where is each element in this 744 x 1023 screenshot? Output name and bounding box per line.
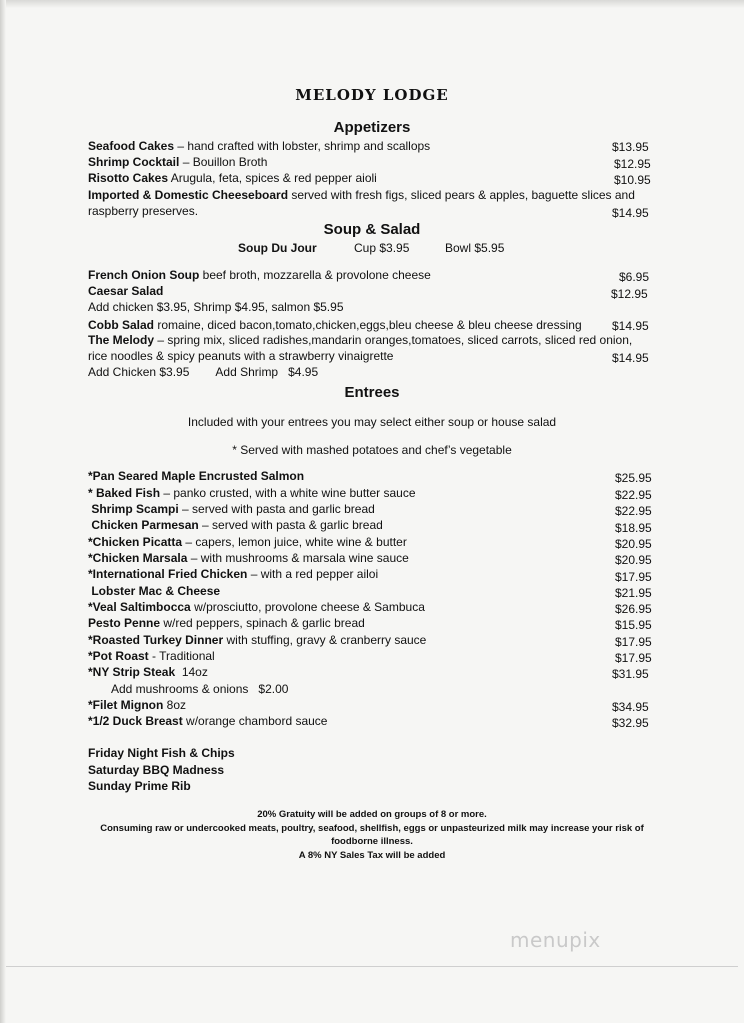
menu-item-addon: Add Chicken $3.95 Add Shrimp $4.95 bbox=[88, 365, 319, 379]
item-price: $10.95 bbox=[614, 173, 651, 187]
menu-item-addon: Add chicken $3.95, Shrimp $4.95, salmon $5.95 bbox=[88, 300, 344, 314]
menu-item: Caesar Salad bbox=[88, 284, 164, 298]
footer-gratuity: 20% Gratuity will be added on groups of 8 or more. bbox=[257, 809, 487, 820]
menu-item: * Baked Fish – panko crusted, with a white wine butter sauce bbox=[88, 486, 416, 500]
menu-item: Imported & Domestic Cheeseboard served with fresh figs, sliced pears & apples, baguette slices and bbox=[88, 188, 635, 202]
item-price: $17.95 bbox=[615, 570, 652, 584]
item-price: $22.95 bbox=[615, 488, 652, 502]
item-price: $25.95 bbox=[615, 471, 652, 485]
item-price: $17.95 bbox=[615, 635, 652, 649]
menu-item: *Veal Saltimbocca w/prosciutto, provolone cheese & Sambuca bbox=[88, 600, 425, 614]
menu-item-addon: Add mushrooms & onions $2.00 bbox=[111, 682, 289, 696]
item-price: $22.95 bbox=[615, 504, 652, 518]
footer-consumption-warning-cont: foodborne illness. bbox=[331, 836, 413, 847]
item-price: $12.95 bbox=[614, 157, 651, 171]
item-price: $31.95 bbox=[612, 667, 649, 681]
menu-item: Risotto Cakes Arugula, feta, spices & red pepper aioli bbox=[88, 171, 377, 185]
item-price: $12.95 bbox=[611, 287, 648, 301]
section-soup-salad: Soup & Salad bbox=[323, 221, 421, 238]
menu-item: Pesto Penne w/red peppers, spinach & garlic bread bbox=[88, 616, 365, 630]
menu-item: *NY Strip Steak 14oz bbox=[88, 665, 208, 679]
item-price: $13.95 bbox=[612, 140, 649, 154]
footer-sales-tax: A 8% NY Sales Tax will be added bbox=[298, 850, 446, 861]
menu-item: *Chicken Picatta – capers, lemon juice, white wine & butter bbox=[88, 535, 407, 549]
item-price: $6.95 bbox=[619, 270, 650, 284]
menu-item-desc: raspberry preserves. bbox=[88, 204, 199, 218]
menu-item: *Chicken Marsala – with mushrooms & marsala wine sauce bbox=[88, 551, 409, 565]
item-price: $32.95 bbox=[612, 716, 649, 730]
item-price: $34.95 bbox=[612, 700, 649, 714]
scan-bottom-line bbox=[6, 966, 738, 967]
menu-item: Seafood Cakes – hand crafted with lobster, shrimp and scallops bbox=[88, 139, 431, 153]
menu-item: *Roasted Turkey Dinner with stuffing, gravy & cranberry sauce bbox=[88, 633, 427, 647]
menu-item: Lobster Mac & Cheese bbox=[88, 584, 221, 598]
menu-item: The Melody – spring mix, sliced radishes,mandarin oranges,tomatoes, sliced carrots, sliced red onion, bbox=[88, 333, 633, 347]
item-price: $14.95 bbox=[612, 351, 649, 365]
special-friday: Friday Night Fish & Chips bbox=[88, 746, 235, 760]
soup-du-jour-label: Soup Du Jour bbox=[238, 241, 317, 255]
menu-item-desc: rice noodles & spicy peanuts with a strawberry vinaigrette bbox=[88, 349, 394, 363]
scan-edge-top bbox=[0, 0, 744, 8]
menu-item: *1/2 Duck Breast w/orange chambord sauce bbox=[88, 714, 328, 728]
item-price: $20.95 bbox=[615, 553, 652, 567]
item-price: $14.95 bbox=[612, 206, 649, 220]
soup-cup-price: Cup $3.95 bbox=[354, 241, 410, 255]
item-price: $14.95 bbox=[612, 319, 649, 333]
special-saturday: Saturday BBQ Madness bbox=[88, 763, 225, 777]
menu-item: French Onion Soup beef broth, mozzarella & provolone cheese bbox=[88, 268, 431, 282]
menu-item: Shrimp Cocktail – Bouillon Broth bbox=[88, 155, 268, 169]
special-sunday: Sunday Prime Rib bbox=[88, 779, 191, 793]
item-price: $26.95 bbox=[615, 602, 652, 616]
footer-consumption-warning: Consuming raw or undercooked meats, poultry, seafood, shellfish, eggs or unpasteurized milk may increase your risk of bbox=[100, 823, 644, 834]
item-price: $17.95 bbox=[615, 651, 652, 665]
restaurant-title: MELODY LODGE bbox=[295, 86, 449, 104]
entree-note-served: * Served with mashed potatoes and chef’s vegetable bbox=[232, 443, 512, 457]
menu-item: Chicken Parmesan – served with pasta & garlic bread bbox=[88, 518, 383, 532]
item-price: $21.95 bbox=[615, 586, 652, 600]
section-appetizers: Appetizers bbox=[333, 119, 411, 136]
menu-item: *Pan Seared Maple Encrusted Salmon bbox=[88, 469, 305, 483]
menupix-watermark: menupix bbox=[510, 928, 601, 952]
entree-note-included: Included with your entrees you may select either soup or house salad bbox=[187, 415, 557, 429]
item-price: $18.95 bbox=[615, 521, 652, 535]
menu-item: *International Fried Chicken – with a red pepper ailoi bbox=[88, 567, 379, 581]
menu-item: Cobb Salad romaine, diced bacon,tomato,chicken,eggs,bleu cheese & bleu cheese dressing bbox=[88, 318, 582, 332]
item-price: $15.95 bbox=[615, 618, 652, 632]
item-price: $20.95 bbox=[615, 537, 652, 551]
soup-bowl-price: Bowl $5.95 bbox=[445, 241, 505, 255]
section-entrees: Entrees bbox=[344, 384, 400, 401]
menu-item: *Filet Mignon 8oz bbox=[88, 698, 187, 712]
scan-edge-left bbox=[0, 0, 6, 1023]
menu-item: Shrimp Scampi – served with pasta and garlic bread bbox=[88, 502, 375, 516]
menu-item: *Pot Roast - Traditional bbox=[88, 649, 215, 663]
